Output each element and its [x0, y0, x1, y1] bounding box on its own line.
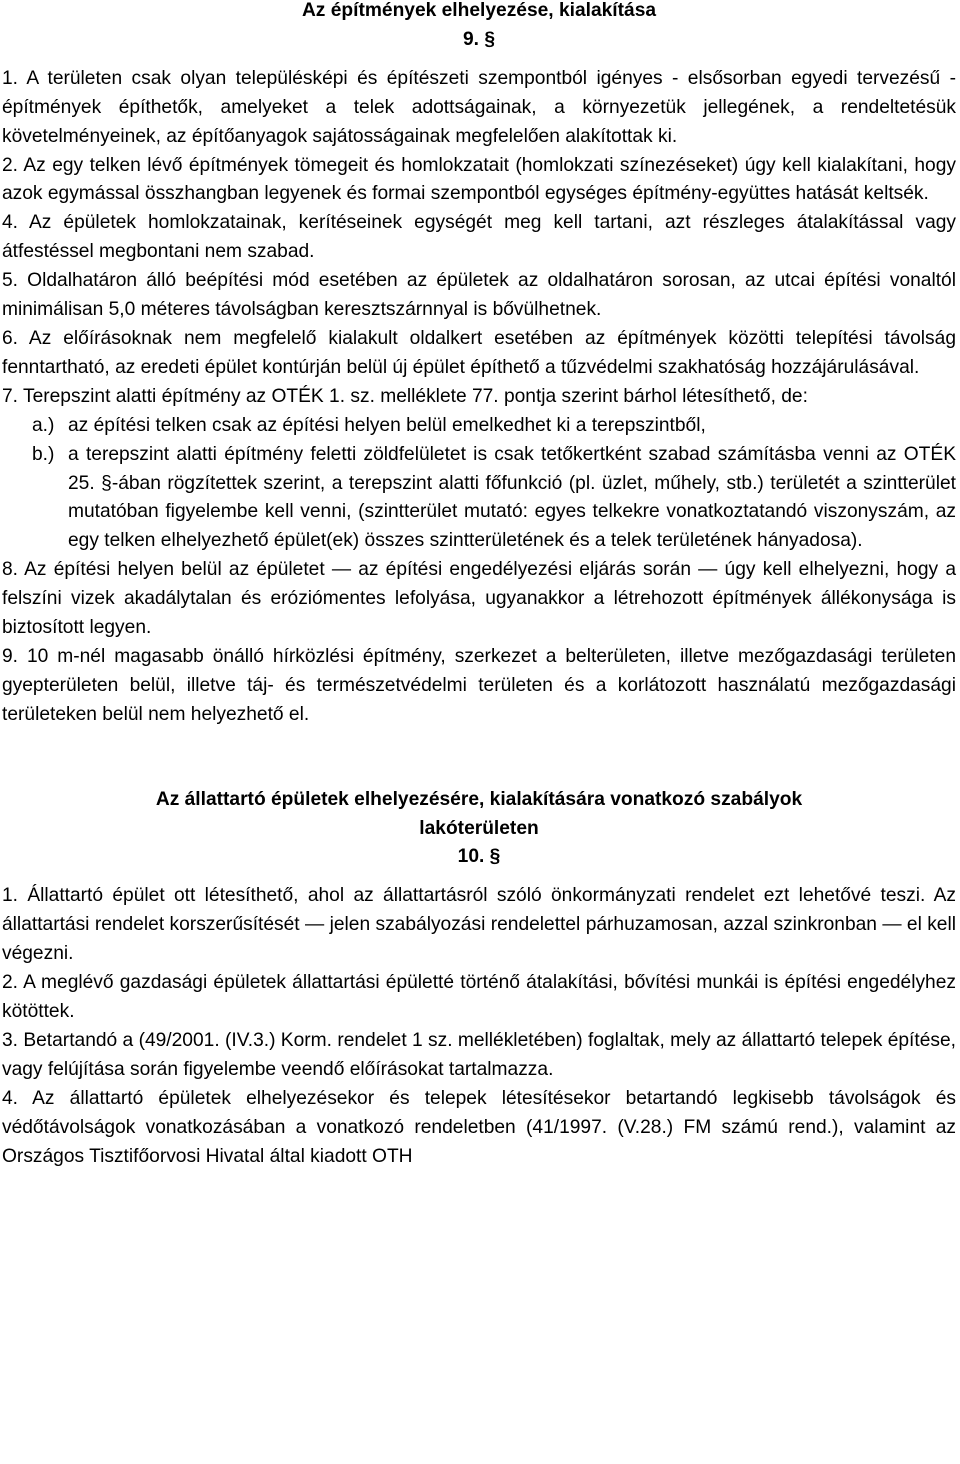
spacer	[2, 730, 956, 786]
spacer	[2, 872, 956, 882]
paragraph-9-9: 9. 10 m-nél magasabb önálló hírközlési építmény, szerkezet a belterületen, illetve mezőgazdasági területen gyepterületen belül, illetve táj- és természetvédelmi területen és a korlátozott használatú mezőgazdasági területeken belül nem helyezhető el.	[2, 645, 956, 725]
sub-item-label: b.)	[32, 443, 55, 465]
section-title: Az építmények elhelyezése, kialakítása	[301, 0, 657, 21]
section-number: 10. §	[457, 846, 501, 868]
sub-item-a	[2, 412, 956, 441]
paragraph-10-1: 1. Állattartó épület ott létesíthető, ahol az állattartásról szóló önkormányzati rendelet ezt lehetővé teszi. Az állattartási rendelet korszerűsítését — jelen szabályozási rendelettel párhuzamosan, azzal szinkronban — el kell végezni.	[2, 885, 956, 965]
paragraph-9-2: 2. Az egy telken lévő építmények tömegeit és homlokzatait (homlokzati színezéseket) úgy kell kialakítani, hogy azok egymással összhangban legyenek és formai szempontból egységes építmény-együttes hatását keltsék.	[2, 154, 956, 205]
paragraph-9-7: 7. Terepszint alatti építmény az OTÉK 1. sz. melléklete 77. pontja szerint bárhol létesíthető, de:	[2, 385, 808, 407]
sub-item-text: az építési telken csak az építési helyen belül emelkedhet ki a terepszintből,	[68, 414, 706, 436]
paragraph-9-4: 4. Az épületek homlokzatainak, kerítéseinek egységét meg kell tartani, azt részleges átalakítással vagy átfestéssel megbontani nem szabad.	[2, 212, 956, 263]
sub-item-text: a terepszint alatti építmény feletti zöldfelületet is csak tetőkertként szabad számításba venni az OTÉK 25. §-ában rögzítettek szerint, a terepszint alatti főfunkció (pl. üzlet, műhely, stb.) területét a szintterület mutatóban figyelembe kell venni, (szintterület mutató: egyes telkekre vonatkoztatandó viszonyszám, az egy telken elhelyezhető épület(ek) összes szintterületének és a telek területének hányadosa).	[68, 443, 956, 552]
sub-item-b	[2, 441, 956, 557]
paragraph-9-5: 5. Oldalhatáron álló beépítési mód esetében az épületek az oldalhatáron sorosan, az utcai építési vonaltól minimálisan 5,0 méteres távolságban keresztszárnnyal is bővülhetnek.	[2, 270, 956, 321]
paragraph-9-6: 6. Az előírásoknak nem megfelelő kialakult oldalkert esetében az építmények közötti telepítési távolság fenntartható, az eredeti épület kontúrján belül új épület építhető a tűzvédelmi szakhatóság hozzájárulásával.	[2, 327, 956, 378]
paragraph-10-2: 2. A meglévő gazdasági épületek állattartási épületté történő átalakítási, bővítési munkái is építési engedélyhez kötöttek.	[2, 972, 956, 1022]
paragraph-9-8: 8. Az építési helyen belül az épületet — az építési engedélyezési eljárás során — úgy kell elhelyezni, hogy a felszíni vizek akadálytalan és eróziómentes lefolyása, ugyanakkor a létrehozott építmények állékonysága is biztosított legyen.	[2, 559, 956, 639]
paragraph-10-4: 4. Az állattartó épületek elhelyezésekor és telepek létesítésekor betartandó legkisebb távolságok és védőtávolságok vonatkozásában a vonatkozó rendeletben (41/1997. (V.28.) FM számú rend.), valamint az Országos Tisztifőorvosi Hivatal által kiadott OTH	[2, 1087, 956, 1167]
paragraph-9-1: 1. A területen csak olyan településképi és építészeti szempontból igényes - elsősorban egyedi tervezésű - építmények építhetők, amelyeket a telek adottságainak, a környezetük jellegének, a rendeltetésük követelményeinek, az építőanyagok sajátosságainak megfelelően alakítottak ki.	[2, 67, 956, 147]
section-number: 9. §	[462, 28, 495, 50]
section-title: Az állattartó épületek elhelyezésére, kialakítására vonatkozó szabályok	[155, 788, 803, 810]
paragraph-10-3: 3. Betartandó a (49/2001. (IV.3.) Korm. rendelet 1 sz. mellékletében) foglaltak, mely az állattartó telepek építése, vagy felújítása során figyelembe veendő előírásokat tartalmazza.	[2, 1029, 956, 1080]
spacer	[2, 55, 956, 65]
section-subtitle: lakóterületen	[419, 817, 539, 839]
sub-item-label: a.)	[32, 414, 55, 436]
